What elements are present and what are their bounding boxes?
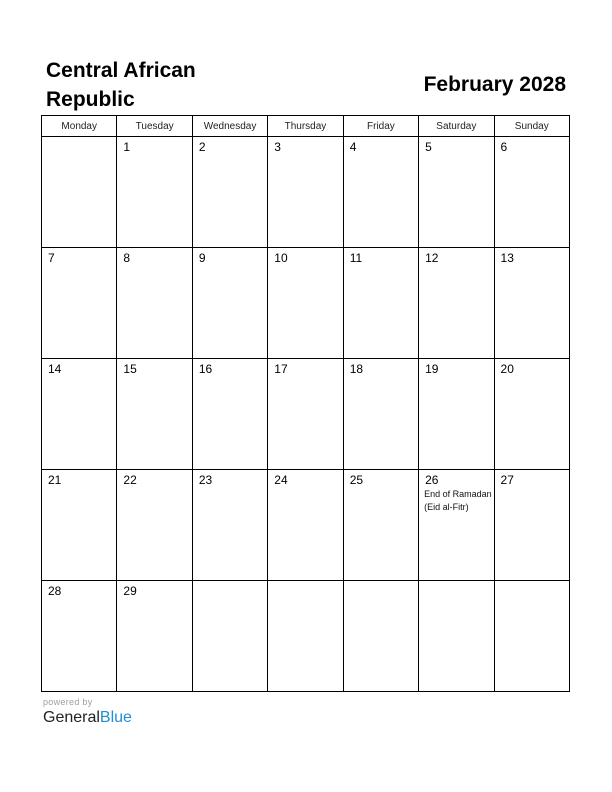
day-cell [192, 470, 267, 581]
weekday-thursday: Thursday [268, 116, 343, 137]
day-number: 14 [48, 362, 62, 376]
day-number: 1 [123, 140, 131, 154]
day-cell [343, 470, 418, 581]
week-row-3 [42, 359, 570, 470]
generalblue-logo[interactable] [43, 708, 132, 728]
day-number: 13 [500, 251, 514, 265]
weekday-header-row [42, 116, 570, 137]
day-number: 8 [123, 251, 131, 265]
weekday-monday: Monday [42, 116, 117, 137]
weekday-wednesday: Wednesday [192, 116, 267, 137]
day-cell [117, 248, 192, 359]
day-number [344, 581, 418, 584]
footer-branding [43, 697, 132, 728]
day-cell [117, 470, 192, 581]
day-number: 27 [500, 473, 514, 487]
month-title: February 2028 [423, 73, 566, 96]
day-cell [117, 137, 192, 248]
day-number: 22 [123, 473, 137, 487]
day-cell [117, 581, 192, 692]
day-cell [419, 248, 494, 359]
day-cell [419, 470, 494, 581]
day-number: 2 [198, 140, 206, 154]
day-number: 26 [425, 473, 439, 487]
day-number: 9 [198, 251, 206, 265]
day-number [193, 581, 267, 584]
logo-blue-text: Blue [99, 709, 132, 726]
day-cell [192, 137, 267, 248]
day-cell [494, 581, 569, 692]
day-cell [494, 137, 569, 248]
day-number: 20 [500, 362, 514, 376]
day-number [42, 137, 116, 140]
day-cell [268, 137, 343, 248]
day-number: 29 [123, 584, 137, 598]
day-cell [419, 359, 494, 470]
day-cell [343, 581, 418, 692]
day-cell [42, 470, 117, 581]
powered-by-text: powered by [43, 697, 93, 707]
logo-general-text: General [43, 709, 100, 726]
day-cell [268, 248, 343, 359]
day-number: 12 [425, 251, 439, 265]
day-cell [42, 137, 117, 248]
day-number: 28 [48, 584, 62, 598]
weekday-sunday: Sunday [494, 116, 569, 137]
day-cell [494, 470, 569, 581]
day-number: 3 [274, 140, 281, 154]
day-cell [192, 581, 267, 692]
day-number: 10 [274, 251, 288, 265]
week-row-5 [42, 581, 570, 692]
day-number: 7 [48, 251, 55, 265]
day-number: 19 [425, 362, 439, 376]
day-cell [117, 359, 192, 470]
weekday-saturday: Saturday [419, 116, 494, 137]
day-number: 18 [349, 362, 364, 376]
week-row-1 [42, 137, 570, 248]
day-cell [268, 470, 343, 581]
day-cell [192, 248, 267, 359]
day-cell [268, 359, 343, 470]
holiday-label: End of Ramadan (Eid al-Fitr) [424, 489, 492, 512]
day-number: 15 [123, 362, 137, 376]
day-cell [494, 248, 569, 359]
day-cell [42, 248, 117, 359]
week-row-4 [42, 470, 570, 581]
day-cell [343, 137, 418, 248]
day-cell [42, 359, 117, 470]
day-number: 4 [349, 140, 357, 154]
day-number: 11 [349, 251, 363, 265]
day-cell [42, 581, 117, 692]
day-number: 23 [198, 473, 213, 487]
day-cell [419, 137, 494, 248]
day-number: 6 [500, 140, 508, 154]
weekday-tuesday: Tuesday [117, 116, 192, 137]
day-cell [343, 248, 418, 359]
day-number: 17 [274, 362, 288, 376]
day-cell [419, 581, 494, 692]
day-number: 21 [48, 473, 62, 487]
day-cell [192, 359, 267, 470]
day-number: 5 [425, 140, 432, 154]
day-number [268, 581, 342, 584]
day-number [419, 581, 493, 584]
day-cell [268, 581, 343, 692]
day-cell [494, 359, 569, 470]
weekday-friday: Friday [343, 116, 418, 137]
week-row-2 [42, 248, 570, 359]
day-number: 24 [274, 473, 288, 487]
day-number [495, 581, 569, 584]
day-number: 25 [349, 473, 364, 487]
country-title: Central African Republic [46, 59, 196, 111]
day-number: 16 [198, 362, 213, 376]
day-cell [343, 359, 418, 470]
calendar-grid [41, 115, 570, 692]
